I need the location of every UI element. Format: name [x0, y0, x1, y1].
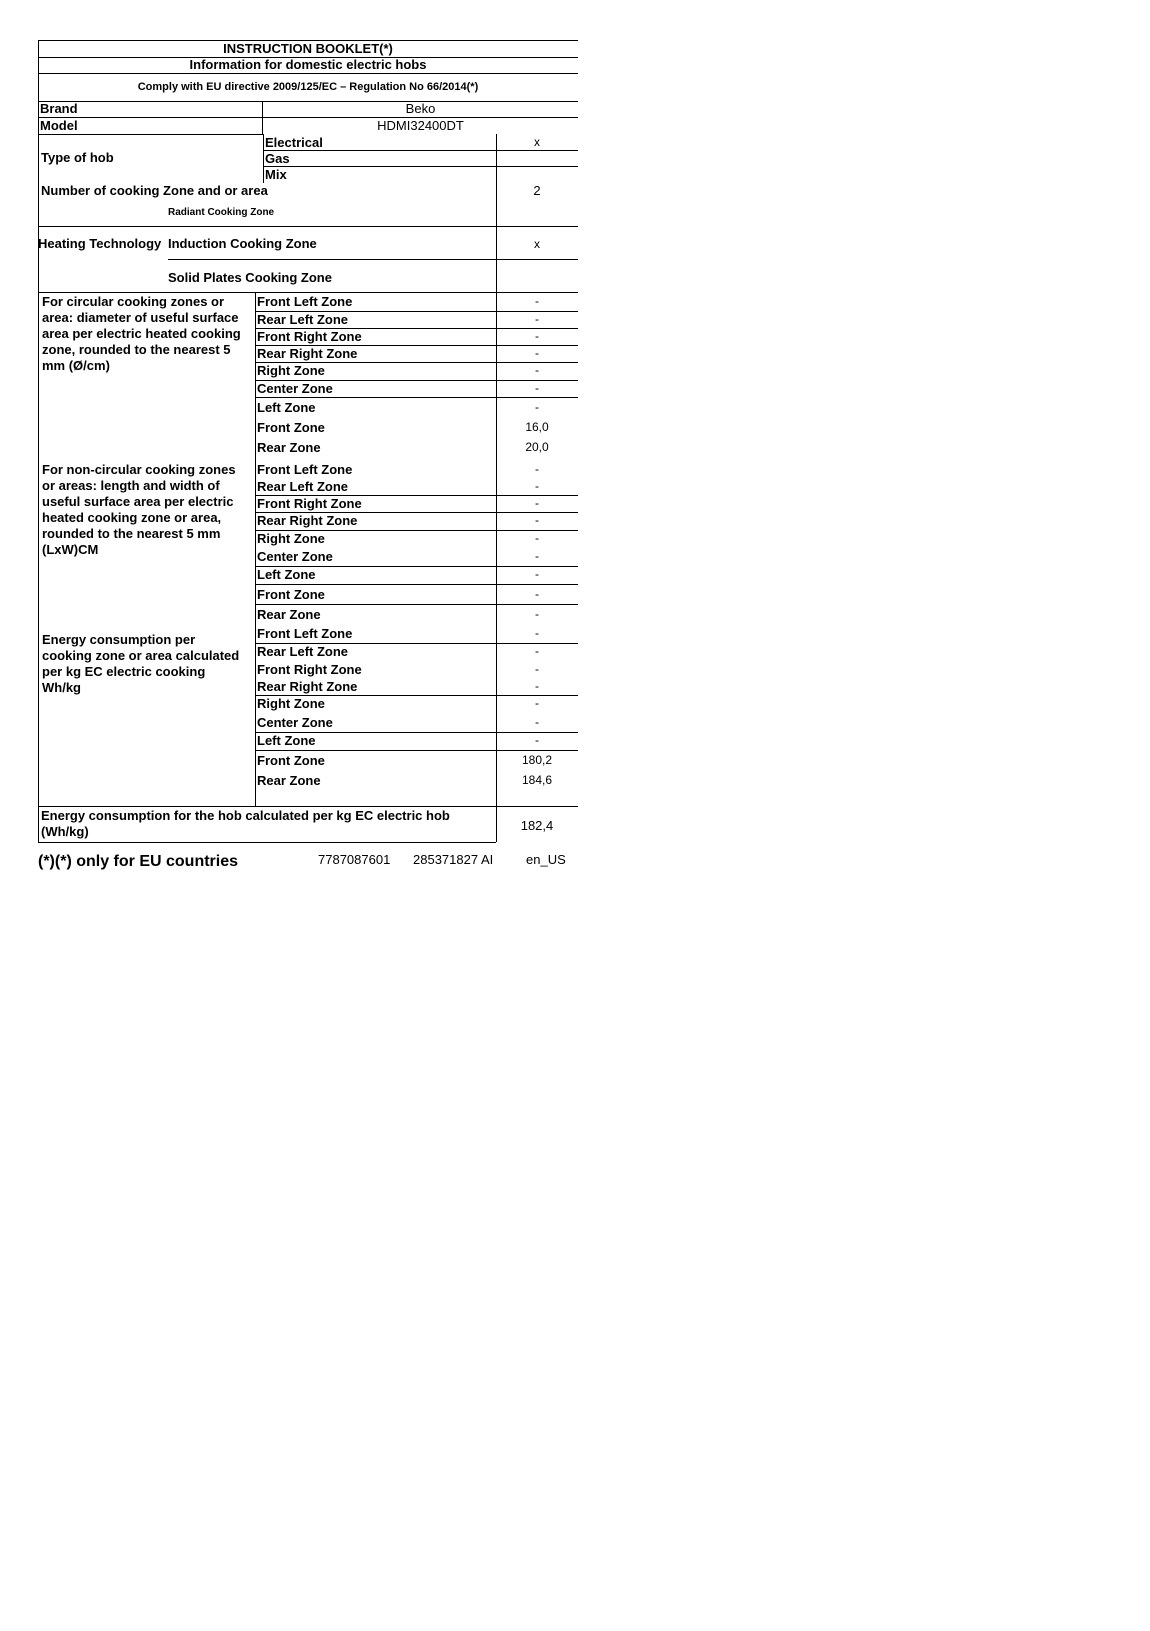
- energy-zone-value: -: [535, 662, 539, 676]
- non-circular-value: -: [535, 479, 539, 493]
- circular-value: -: [535, 329, 539, 343]
- footer-note: (*)(*) only for EU countries: [38, 853, 239, 870]
- circular-zone: Rear Left Zone: [257, 312, 349, 327]
- type-option-gas: Gas: [265, 151, 290, 166]
- model-value: HDMI32400DT: [377, 118, 464, 133]
- energy-zone-value: -: [535, 644, 539, 658]
- type-value-electrical: x: [534, 135, 540, 149]
- energy-zone: Left Zone: [257, 733, 316, 748]
- directive-text: Comply with EU directive 2009/125/EC – Regulation No 66/2014(*): [137, 81, 479, 93]
- energy-zone: Front Left Zone: [257, 626, 353, 641]
- non-circular-zone: Front Right Zone: [257, 496, 362, 511]
- energy-zone: Front Right Zone: [257, 662, 362, 677]
- non-circular-zone: Front Left Zone: [257, 462, 353, 477]
- circular-value: -: [535, 400, 539, 414]
- energy-zone-value: -: [535, 696, 539, 710]
- circular-value: -: [535, 381, 539, 395]
- energy-hob-label: Energy consumption for the hob calculated per kg EC electric hob (Wh/kg): [41, 808, 450, 839]
- circular-zone: Front Zone: [257, 420, 325, 435]
- non-circular-zone: Left Zone: [257, 567, 316, 582]
- circular-value: -: [535, 346, 539, 360]
- booklet-title: INSTRUCTION BOOKLET(*): [223, 41, 393, 56]
- energy-zone: Center Zone: [257, 715, 333, 730]
- circular-value: 16,0: [525, 420, 549, 434]
- circular-zone: Front Right Zone: [257, 329, 362, 344]
- tech-value-induction: x: [534, 237, 540, 251]
- non-circular-value: -: [535, 567, 539, 581]
- footer-code-2: 285371827 AI: [413, 852, 494, 867]
- type-option-electrical: Electrical: [265, 135, 323, 150]
- energy-zone-value: -: [535, 715, 539, 729]
- tech-option-radiant: Radiant Cooking Zone: [168, 207, 275, 218]
- energy-zone-value: -: [535, 733, 539, 747]
- booklet-subtitle: Information for domestic electric hobs: [189, 57, 427, 72]
- non-circular-value: -: [535, 496, 539, 510]
- energy-zone: Rear Right Zone: [257, 679, 358, 694]
- non-circular-value: -: [535, 607, 539, 621]
- circular-value: 20,0: [525, 440, 549, 454]
- non-circular-zone: Right Zone: [257, 531, 325, 546]
- model-label: Model: [40, 118, 78, 133]
- energy-hob-value: 182,4: [520, 818, 554, 833]
- non-circular-zones-label: For non-circular cooking zones or areas: length and width of useful surface area per electric heated cooking zone or area, rounded to the nearest 5 mm (LxW)CM: [42, 462, 236, 557]
- circular-value: -: [535, 312, 539, 326]
- energy-zone-value: -: [535, 679, 539, 693]
- circular-zone: Right Zone: [257, 363, 325, 378]
- circular-zone: Front Left Zone: [257, 294, 353, 309]
- circular-value: -: [535, 363, 539, 377]
- type-option-mix: Mix: [265, 167, 287, 182]
- footer-locale: en_US: [526, 852, 566, 867]
- non-circular-value: -: [535, 549, 539, 563]
- energy-zone: Rear Zone: [257, 773, 321, 788]
- circular-zone: Center Zone: [257, 381, 333, 396]
- non-circular-value: -: [535, 531, 539, 545]
- non-circular-value: -: [535, 587, 539, 601]
- non-circular-zone: Front Zone: [257, 587, 325, 602]
- non-circular-zone: Rear Zone: [257, 607, 321, 622]
- energy-zone: Rear Left Zone: [257, 644, 349, 659]
- zones-count-label: Number of cooking Zone and or area: [41, 183, 268, 198]
- type-of-hob-label: Type of hob: [41, 150, 114, 165]
- energy-per-zone-label: Energy consumption per cooking zone or area calculated per kg EC electric cooking Wh/kg: [42, 632, 240, 695]
- energy-zone: Front Zone: [257, 753, 325, 768]
- energy-zone: Right Zone: [257, 696, 325, 711]
- zones-count-value: 2: [533, 183, 541, 198]
- energy-zone-value: 184,6: [521, 773, 553, 787]
- circular-zone: Rear Right Zone: [257, 346, 358, 361]
- non-circular-value: -: [535, 513, 539, 527]
- non-circular-zone: Rear Right Zone: [257, 513, 358, 528]
- non-circular-value: -: [535, 462, 539, 476]
- brand-label: Brand: [40, 101, 78, 116]
- non-circular-zone: Rear Left Zone: [257, 479, 349, 494]
- circular-zones-label: For circular cooking zones or area: diameter of useful surface area per electric heated cooking zone, rounded to the nearest 5 mm (Ø/cm): [42, 294, 241, 373]
- footer-code-1: 7787087601: [318, 852, 391, 867]
- energy-zone-value: 180,2: [521, 753, 553, 767]
- non-circular-zone: Center Zone: [257, 549, 333, 564]
- heating-technology-label: Heating Technology: [38, 236, 162, 251]
- circular-zone: Left Zone: [257, 400, 316, 415]
- circular-zone: Rear Zone: [257, 440, 321, 455]
- circular-value: -: [535, 294, 539, 308]
- brand-value: Beko: [405, 101, 436, 116]
- tech-option-induction: Induction Cooking Zone: [168, 236, 317, 251]
- energy-zone-value: -: [535, 626, 539, 640]
- tech-option-solid-plates: Solid Plates Cooking Zone: [168, 270, 332, 285]
